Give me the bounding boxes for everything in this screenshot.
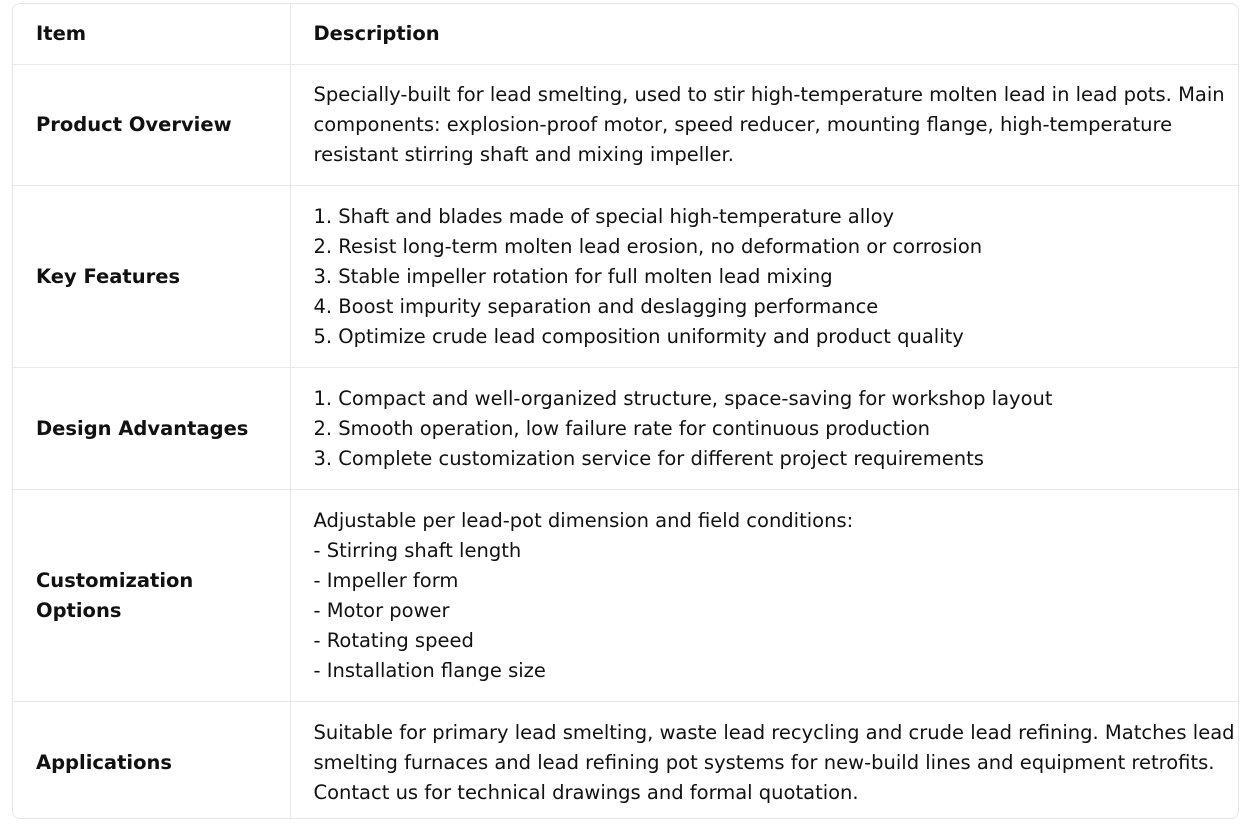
row-description (290, 702, 1238, 820)
description-line: smelting furnaces and lead refining pot systems for new-build lines and equipment retrofits. (313, 750, 1215, 774)
row-item-label: Product Overview (13, 65, 290, 186)
row-item-label: Applications (13, 702, 290, 820)
row-description (290, 65, 1238, 186)
description-line: resistant stirring shaft and mixing impeller. (313, 143, 734, 166)
description-line: 2. Smooth operation, low failure rate for continuous production (313, 416, 931, 440)
table-row-applications (13, 702, 1238, 820)
description-line: Contact us for technical drawings and formal quotation. (313, 780, 859, 804)
description-line: 4. Boost impurity separation and deslagging performance (313, 294, 879, 318)
description-line: components: explosion-proof motor, speed reducer, mounting flange, high-temperature (313, 113, 1173, 136)
table-row-product-overview (13, 65, 1238, 186)
description-line: - Impeller form (313, 568, 459, 592)
row-description (290, 186, 1238, 368)
description-line: Adjustable per lead-pot dimension and field conditions: (313, 508, 854, 532)
description-line: 3. Stable impeller rotation for full molten lead mixing (313, 264, 833, 288)
table-row-key-features (13, 186, 1238, 368)
table-row-customization-options (13, 490, 1238, 702)
spec-table-container (12, 3, 1239, 819)
description-line: 3. Complete customization service for different project requirements (313, 446, 984, 470)
description-line: - Motor power (313, 598, 450, 622)
description-line: - Stirring shaft length (313, 538, 522, 562)
row-item-label: Key Features (13, 186, 290, 368)
table-row-design-advantages (13, 368, 1238, 490)
description-line: Suitable for primary lead smelting, waste lead recycling and crude lead refining. Matches lead (313, 720, 1235, 744)
header-item: Item (13, 4, 290, 65)
description-line: 2. Resist long-term molten lead erosion, no deformation or corrosion (313, 234, 983, 258)
description-line: 5. Optimize crude lead composition uniformity and product quality (313, 324, 964, 348)
header-description: Description (290, 4, 1238, 65)
spec-table (13, 4, 1238, 819)
row-item-label: Design Advantages (13, 368, 290, 490)
description-line: 1. Shaft and blades made of special high-temperature alloy (313, 204, 895, 228)
description-line: Specially-built for lead smelting, used to stir high-temperature molten lead in lead pots. Main (313, 83, 1225, 106)
row-item-label: Customization Options (13, 490, 290, 702)
description-line: - Installation flange size (313, 658, 546, 682)
description-line: - Rotating speed (313, 628, 474, 652)
description-line: 1. Compact and well-organized structure, space-saving for workshop layout (313, 386, 1053, 410)
table-header-row (13, 4, 1238, 65)
row-description (290, 368, 1238, 490)
row-description (290, 490, 1238, 702)
